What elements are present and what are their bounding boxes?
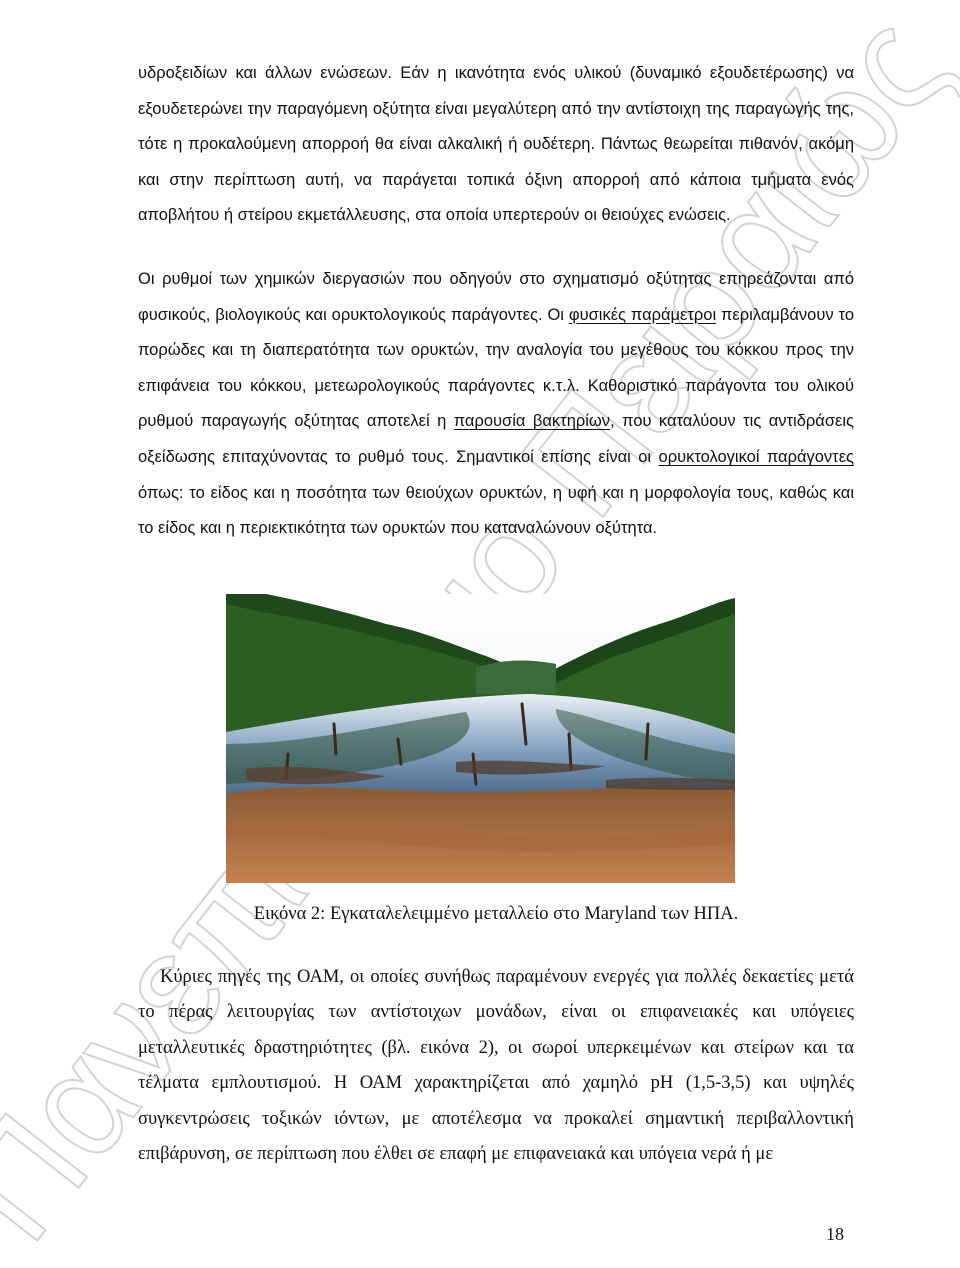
photo-illustration: [226, 594, 735, 883]
paragraph-2-segment: Οι ρυθμοί των χημικών διεργασιών που οδηγούν στο σχηματισμό οξύτητας επηρεάζονται από φυσικούς, βιολογικούς και ορυκτολογικούς παράγοντες. Οι: [138, 270, 854, 324]
underlined-bacteria-presence: παρουσία βακτηρίων: [453, 412, 611, 431]
page-number: 18: [826, 1224, 844, 1244]
paragraph-1: [138, 56, 854, 234]
paragraph-3: Κύριες πηγές της ΟΑΜ, οι οποίες συνήθως παραμένουν ενεργές για πολλές δεκαετίες μετά το πέρας λειτουργίας των αντίστοιχων μονάδων, είναι οι επιφανειακές και υπόγειες μεταλλευτικές δραστηριότητες (βλ. εικόνα 2), οι σωροί υπερκειμένων και στείρων και τα τέλματα εμπλουτισμού. Η ΟΑΜ χαρακτηρίζεται από χαμηλό pH (1,5-3,5) και υψηλές συγκεντρώσεις τοξικών ιόντων, με αποτέλεσμα να προκαλεί σημαντική περιβαλλοντική επιβάρυνση, σε περίπτωση που έλθει σε επαφή με επιφανειακά και υπόγεια νερά ή με: [138, 967, 854, 1165]
paragraph-2-segment: περιλαμβάνουν το πορώδες και τη διαπερατότητα των ορυκτών, την αναλογία του μεγέθους του κόκκου προς την επιφάνεια του κόκκου, μετεωρολογικούς παράγοντες κ.τ.λ. Καθοριστικό παράγοντα του ολικού ρυθμού παραγωγής οξύτητας αποτελεί η: [138, 305, 854, 431]
figure-caption: Εικόνα 2: Εγκαταλελειμμένο μεταλλείο στο Maryland των ΗΠΑ.: [253, 904, 739, 924]
underlined-physical-parameters: φυσικές παράμετροι: [568, 305, 717, 324]
paragraph-1-text: υδροξειδίων και άλλων ενώσεων. Εάν η ικανότητα ενός υλικού (δυναμικό εξουδετέρωσης) να εξουδετερώνει την παραγόμενη οξύτητα είναι μεγαλύτερη από την αντίστοιχη της παραγωγής της, τότε η προκαλούμενη απορροή θα είναι αλκαλική ή ουδέτερη. Πάντως θεωρείται πιθανόν, ακόμη και στην περίπτωση αυτή, να παράγεται τοπικά όξινη απορροή από κάποια τμήματα ενός αποβλήτου ή στείρου εκμετάλλευσης, στα οποία υπερτερούν οι θειούχες ενώσεις.: [138, 64, 854, 225]
underlined-mineralogical-factors: ορυκτολογικοί παράγοντες: [658, 447, 855, 466]
paragraph-2: [138, 262, 854, 547]
paragraph-2-text: [138, 262, 854, 547]
figure-photo-abandoned-mine: [226, 594, 735, 883]
paragraph-2-segment: , που καταλύουν τις αντιδράσεις οξείδωσης επιταχύνοντας το ρυθμό τους. Σημαντικοί επίσης είναι οι: [138, 412, 854, 466]
paragraph-2-segment: όπως: το είδος και η ποσότητα των θειούχων ορυκτών, η υφή και η μορφολογία τους, καθώς και το είδος και η περιεκτικότητα των ορυκτών που καταναλώνουν οξύτητα.: [138, 483, 854, 538]
